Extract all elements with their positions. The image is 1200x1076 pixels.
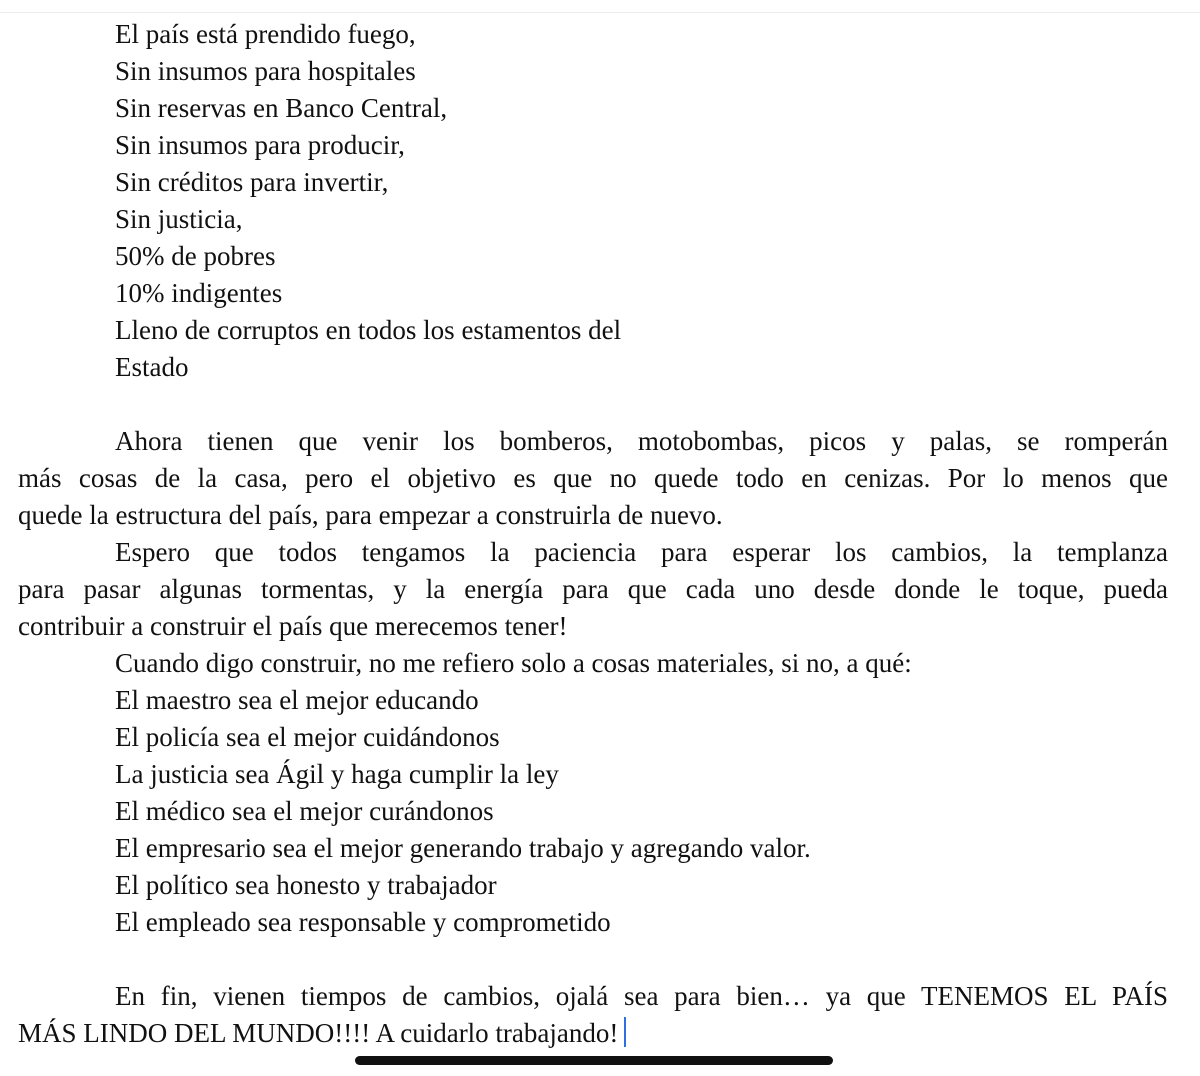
list1-line: Sin reservas en Banco Central, [115,93,448,123]
home-indicator[interactable] [355,1056,833,1065]
list2-line: El médico sea el mejor curándonos [115,796,494,826]
list1-line: El país está prendido fuego, [115,19,416,49]
list1-line: Sin insumos para hospitales [115,56,416,86]
para2-line: Espero que todos tengamos la paciencia para esperar los cambios, la templanza [115,537,1168,567]
closing-line: En fin, vienen tiempos de cambios, ojalá sea para bien… ya que TENEMOS EL PAÍS [115,981,1168,1011]
toolbar-edge [0,0,1200,13]
paragraph-gap [18,941,1168,978]
list2-line: El político sea honesto y trabajador [115,870,497,900]
para1-line: quede la estructura del país, para empezar a construirla de nuevo. [18,500,723,530]
list2-line: El empleado sea responsable y comprometido [115,907,611,937]
para2-line: contribuir a construir el país que merecemos tener! [18,611,568,641]
list2-line: La justicia sea Ágil y haga cumplir la ley [115,759,559,789]
paragraph-gap [18,386,1168,423]
para1-line: más cosas de la casa, pero el objetivo es que no quede todo en cenizas. Por lo menos que [18,463,1168,493]
list1-line: Sin justicia, [115,204,243,234]
list1-line: 10% indigentes [115,278,283,308]
para2-line: para pasar algunas tormentas, y la energía para que cada uno desde donde le toque, pueda [18,574,1168,604]
list1-line: Sin créditos para invertir, [115,167,389,197]
list2-line: El policía sea el mejor cuidándonos [115,722,500,752]
list1-line: Estado [115,352,189,382]
text-cursor [624,1017,626,1047]
closing-line-last [18,1015,1168,1052]
document-body[interactable] [18,16,1168,1052]
list1-line: Sin insumos para producir, [115,130,405,160]
list2-line: El maestro sea el mejor educando [115,685,479,715]
closing-text: MÁS LINDO DEL MUNDO!!!! A cuidarlo trabajando! [18,1018,619,1048]
para1-line: Ahora tienen que venir los bomberos, motobombas, picos y palas, se romperán [115,426,1168,456]
list1-line: Lleno de corruptos en todos los estamentos del [115,315,622,345]
para3-intro: Cuando digo construir, no me refiero solo a cosas materiales, si no, a qué: [115,648,912,678]
list2-line: El empresario sea el mejor generando trabajo y agregando valor. [115,833,811,863]
list1-line: 50% de pobres [115,241,276,271]
